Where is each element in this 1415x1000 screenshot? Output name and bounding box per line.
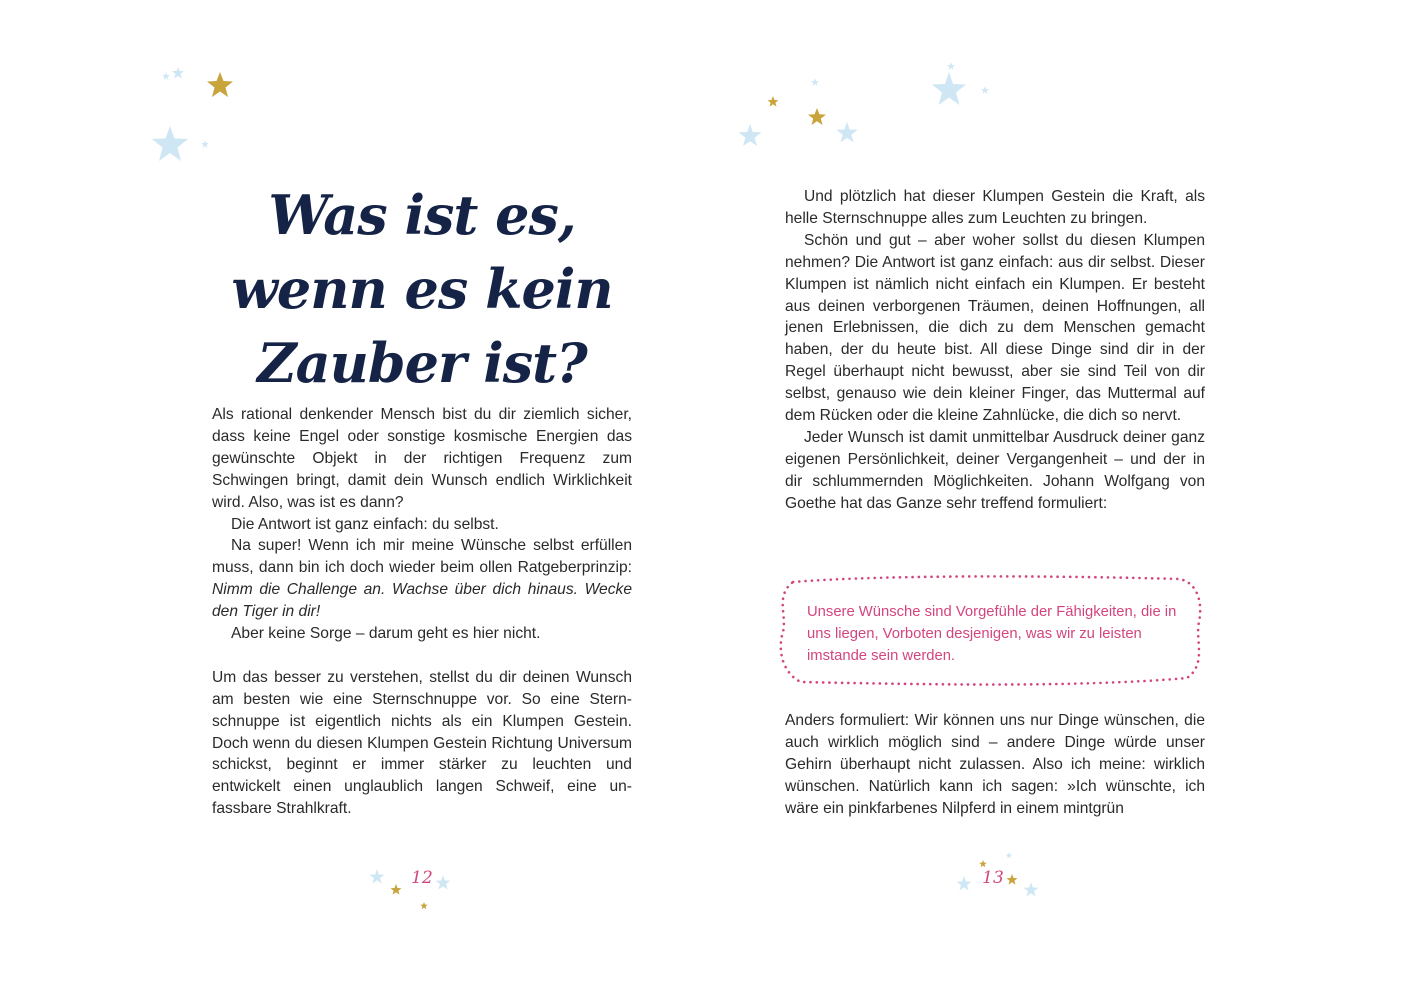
star-icon (201, 140, 209, 148)
gold-star-icon (207, 72, 233, 97)
paragraph: Und plötzlich hat dieser Klumpen Gestein die Kraft, als helle Sternschnuppe alles zum Leuchten zu bringen. (785, 188, 1205, 227)
star-icon (811, 78, 819, 86)
page-number: 13 (982, 868, 1004, 888)
paragraph: Aber keine Sorge – darum geht es hier nicht. (231, 625, 541, 643)
star-icon (1024, 882, 1039, 897)
goethe-quote: Unsere Wünsche sind Vorgefühle der Fähigkeiten, die in uns liegen, Vorboten desjenigen, was wir zu leisten imstande sein werden. (807, 604, 1177, 664)
title-line: Was ist es, (268, 183, 576, 247)
quote-box (775, 574, 1203, 688)
star-icon (370, 869, 385, 884)
paragraph-text: Na super! Wenn ich mir meine Wünsche selbst erfüllen muss, dann bin ich doch wieder beim ollen Ratgeberprinzip: (212, 537, 632, 577)
gold-star-icon (391, 884, 402, 895)
star-icon (739, 124, 762, 146)
star-icon (162, 72, 170, 80)
star-icon (152, 126, 188, 161)
italic-phrase: Nimm die Challenge an. Wachse über dich hinaus. Wecke den Tiger in dir! (212, 581, 632, 621)
right-body-text-continued (785, 710, 1205, 820)
chapter-title (212, 178, 632, 400)
gold-star-icon (808, 108, 826, 125)
paragraph: Anders formuliert: Wir können uns nur Dinge wünschen, die auch wirklich möglich sind – andere Dinge würde unser Gehirn überhaupt nicht zulassen. Also ich meine: wirklich wünschen. Natürlich kann ich sagen: »Ich wünschte, ich wäre ein pinkfarbenes Nilpferd in einem mintgrün (785, 712, 1205, 817)
left-page (0, 0, 707, 1000)
paragraph: Als rational denkender Mensch bist du dir ziemlich sicher, dass keine Engel oder sonstige kosmische Energien das gewünschte Objekt in der richtigen Frequenz zum Schwingen bringt, damit dein Wunsch endlich Wirklichkeit wird. Also, was ist es dann? (212, 406, 632, 511)
star-icon (981, 86, 989, 94)
paragraph: Die Antwort ist ganz einfach: du selbst. (231, 515, 499, 533)
gold-star-icon (979, 860, 987, 867)
star-icon (957, 876, 972, 891)
gold-star-icon (420, 902, 428, 909)
right-page (707, 0, 1415, 1000)
gold-star-icon (768, 96, 779, 107)
paragraph (212, 535, 632, 623)
star-icon (1006, 852, 1013, 858)
star-icon (172, 67, 184, 79)
star-icon (836, 122, 857, 142)
page-number: 12 (411, 868, 433, 888)
star-icon (947, 62, 955, 70)
left-body-text (212, 404, 632, 820)
paragraph: Um das besser zu verstehen, stellst du dir deinen Wunsch am besten wie eine Sternschnuppe vor. So eine Sternschnuppe ist eigentlich nichts als ein Klumpen Gestein. Doch wenn du diesen Klumpen Gestein Richtung Universum schickst, beginnt er immer stärker zu leuchten und entwickelt einen unglaublich langen Schweif, eine unfassbare Strahlkraft. (212, 668, 632, 818)
paragraph: Schön und gut – aber woher sollst du diesen Klumpen nehmen? Die Antwort ist ganz einfach: aus dir selbst. Dieser Klumpen ist nämlich nicht einfach ein Klumpen. Er besteht aus deinen verborgenen Träumen, deinen Hoffnungen, all jenen Erlebnissen, die dich zu dem Menschen gemacht haben, der du heute bist. All diese Dinge sind dir in der Regel überhaupt nicht bewusst, aber sie sind Teil von dir selbst, genauso wie dein kleiner Finger, das Muttermal auf dem Rücken oder die kleine Zahnlücke, die dich so nervt. (785, 231, 1205, 425)
right-body-text (785, 186, 1205, 515)
title-line: Zauber ist? (257, 331, 587, 395)
paragraph: Jeder Wunsch ist damit unmittelbar Ausdruck deiner ganz eigenen Persönlichkeit, deiner Vergangenheit – und der in dir schlummernden Möglichkeiten. Johann Wolfgang von Goethe hat das Ganze sehr treffend formuliert: (785, 428, 1205, 512)
star-icon (932, 72, 966, 105)
title-line: wenn es kein (231, 257, 613, 321)
